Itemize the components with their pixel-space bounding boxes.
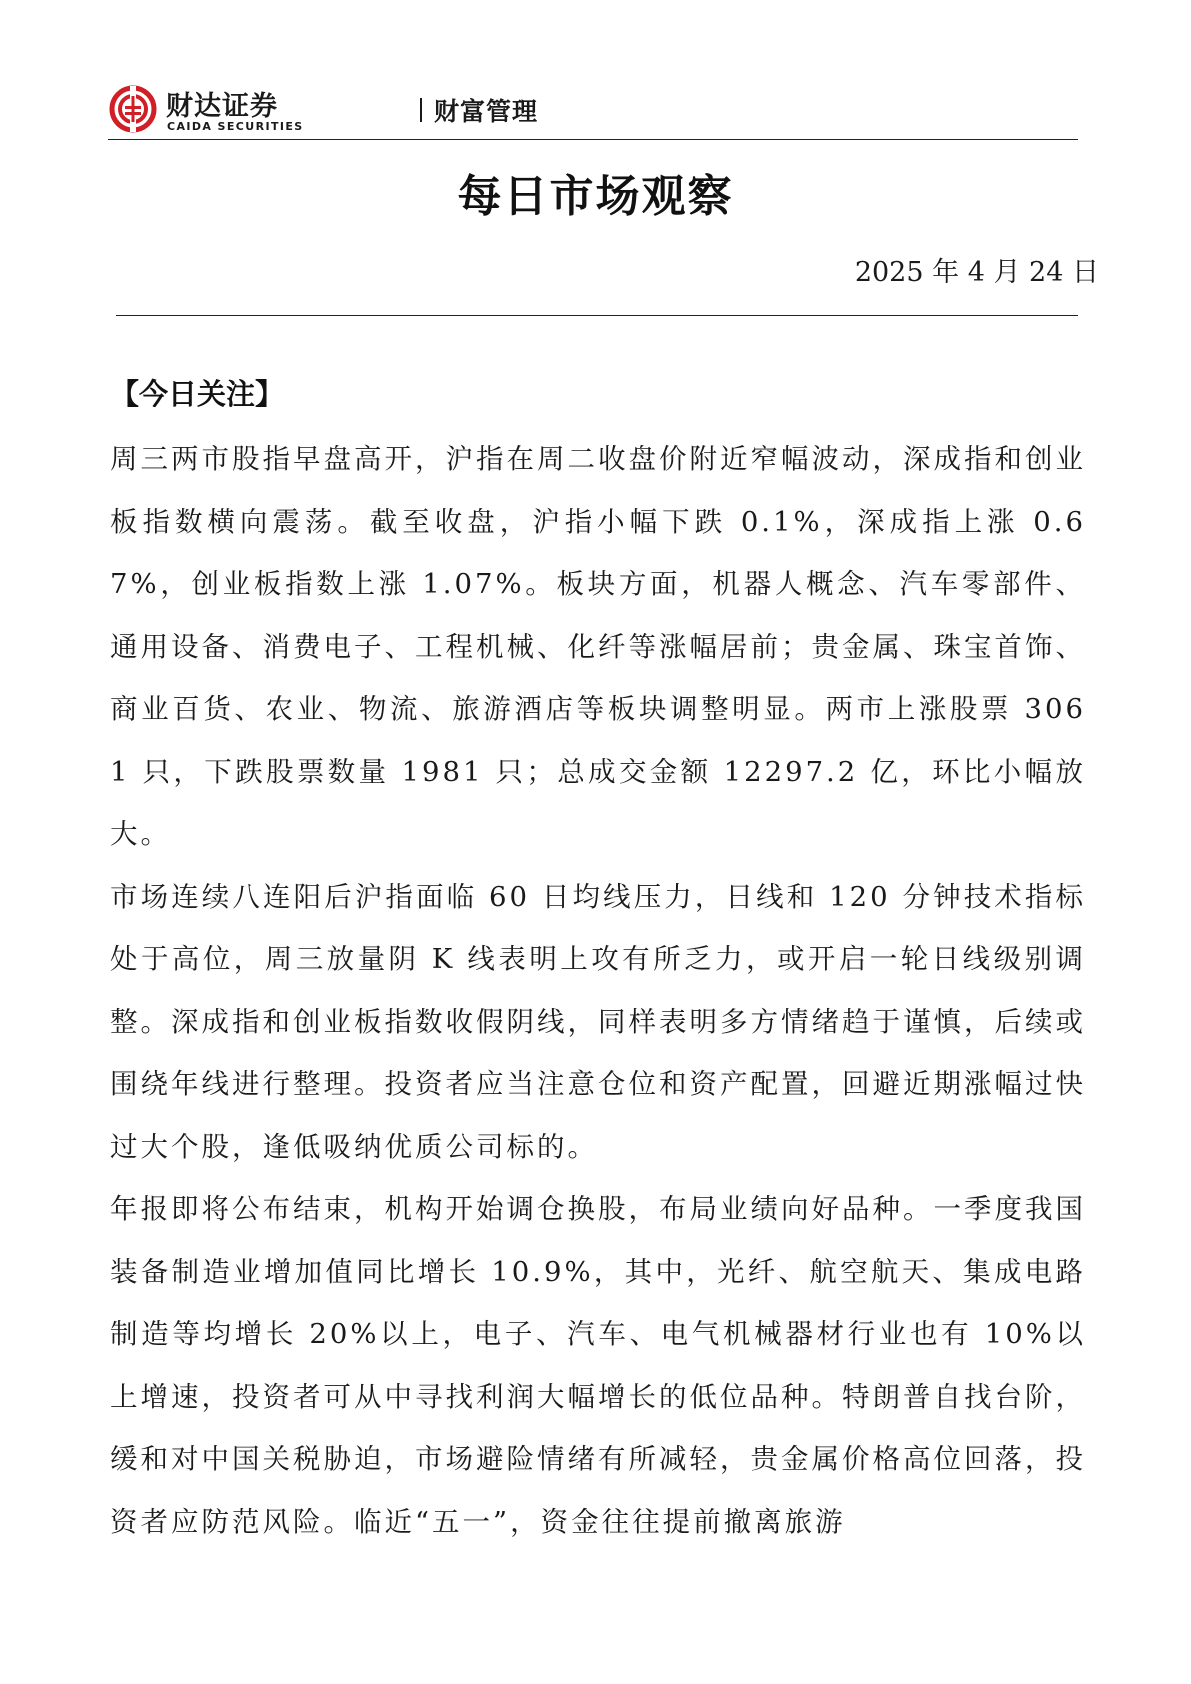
paragraph-market-summary: 周三两市股指早盘高开，沪指在周二收盘价附近窄幅波动，深成指和创业板指数横向震荡。截至收盘，沪指小幅下跌 0.1%，深成指上涨 0.67%，创业板指数上涨 1.07%。板块方面，机器人概念、汽车零部件、通用设备、消费电子、工程机械、化纤等涨幅居前；贵金属、珠宝首饰、商业百货、农业、物流、旅游酒店等板块调整明显。两市上涨股票 3061 只，下跌股票数量 1981 只；总成交金额 12297.2 亿，环比小幅放大。 <box>110 443 1086 850</box>
page-header <box>108 84 1078 142</box>
section-heading: 【今日关注】 <box>110 377 285 411</box>
paragraph-technical-outlook: 市场连续八连阳后沪指面临 60 日均线压力，日线和 120 分钟技术指标处于高位，周三放量阴 K 线表明上攻有所乏力，或开启一轮日线级别调整。深成指和创业板指数收假阴线，同样表明多方情绪趋于谨慎，后续或围绕年线进行整理。投资者应当注意仓位和资产配置，回避近期涨幅过快过大个股，逢低吸纳优质公司标的。 <box>110 880 1086 1163</box>
brand-subtitle: 财富管理 <box>434 97 539 126</box>
brand-divider <box>420 98 422 122</box>
brand-name: 财达证券 <box>166 91 278 122</box>
report-body <box>110 428 1086 1553</box>
page-title: 每日市场观察 <box>457 171 734 222</box>
title-rule <box>116 315 1078 316</box>
caida-logo-icon <box>108 84 158 134</box>
paragraph-sector-advice: 年报即将公布结束，机构开始调仓换股，布局业绩向好品种。一季度我国装备制造业增加值同比增长 10.9%，其中，光纤、航空航天、集成电路制造等均增长 20%以上，电子、汽车、电气机械器材行业也有 10%以上增速，投资者可从中寻找利润大幅增长的低位品种。特朗普自找台阶，缓和对中国关税胁迫，市场避险情绪有所减轻，贵金属价格高位回落，投资者应防范风险。临近“五一”，资金往往提前撤离旅游 <box>110 1193 1086 1538</box>
header-rule <box>108 139 1078 140</box>
report-date: 2025 年 4 月 24 日 <box>854 257 1099 288</box>
brand-name-english: CAIDA SECURITIES <box>167 120 304 133</box>
